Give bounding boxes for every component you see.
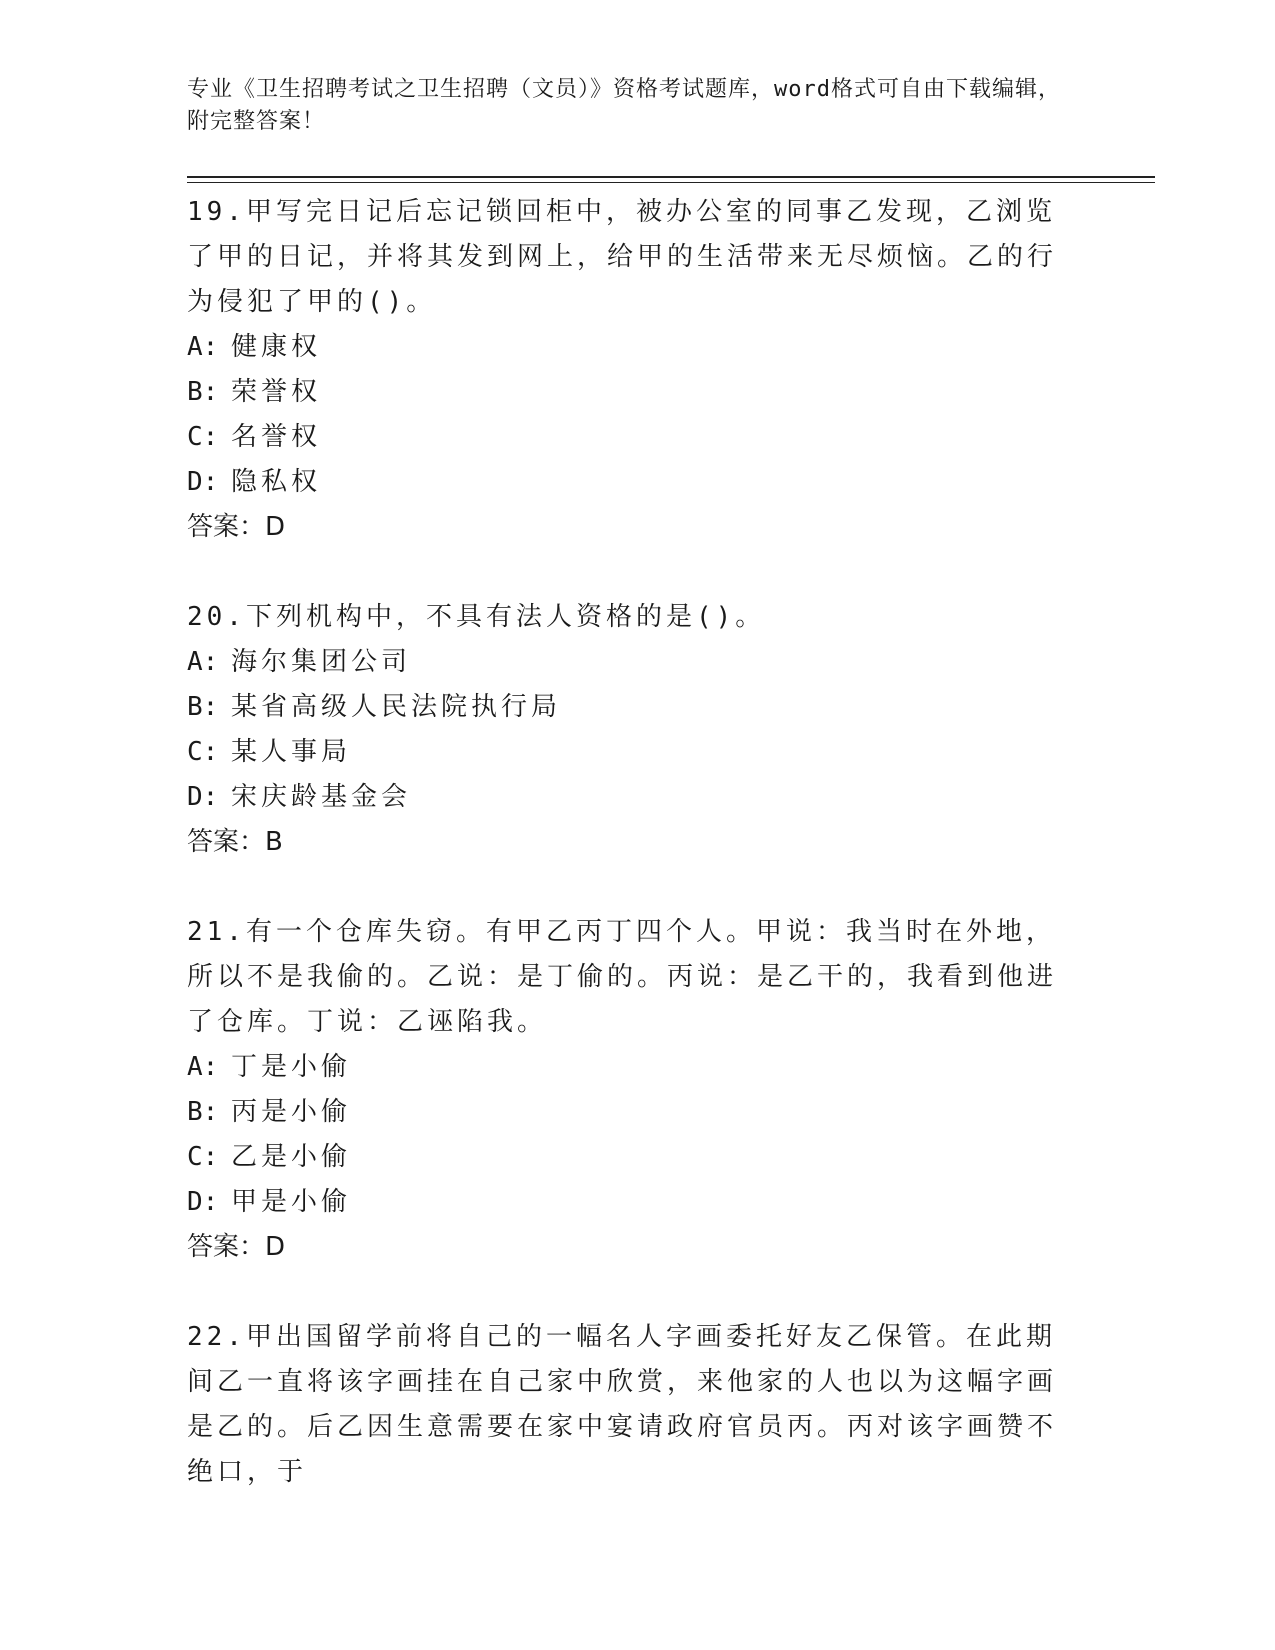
option-key: A: <box>187 1052 219 1082</box>
option-text: 荣誉权 <box>231 377 322 407</box>
header-rule-thick <box>187 176 1155 178</box>
question-text: 20.下列机构中，不具有法人资格的是()。 <box>187 602 766 632</box>
option-key: B: <box>187 1097 219 1127</box>
option-c <box>187 1135 1077 1180</box>
option-text: 名誉权 <box>231 422 322 452</box>
question-text: 22.甲出国留学前将自己的一幅名人字画委托好友乙保管。在此期间乙一直将该字画挂在自己家中欣赏，来他家的人也以为这幅字画是乙的。后乙因生意需要在家中宴请政府官员丙。丙对该字画赞不绝口，于 <box>187 1322 1058 1487</box>
header-rule-thin <box>187 182 1155 183</box>
question-20 <box>187 595 1077 865</box>
option-key: B: <box>187 377 219 407</box>
option-text: 丙是小偷 <box>231 1097 352 1127</box>
option-text: 乙是小偷 <box>231 1142 352 1172</box>
document-header: 专业《卫生招聘考试之卫生招聘（文员）》资格考试题库，word格式可自由下载编辑，附完整答案！ <box>187 77 1061 134</box>
option-text: 宋庆龄基金会 <box>231 782 412 812</box>
spacer <box>187 1270 1077 1315</box>
option-text: 丁是小偷 <box>231 1052 352 1082</box>
question-text: 21.有一个仓库失窃。有甲乙丙丁四个人。甲说：我当时在外地，所以不是我偷的。乙说：是丁偷的。丙说：是乙干的，我看到他进了仓库。丁说：乙诬陷我。 <box>187 917 1058 1037</box>
answer-line: 答案：B <box>187 827 283 857</box>
option-c <box>187 730 1077 775</box>
option-d <box>187 775 1077 820</box>
option-key: D: <box>187 467 219 497</box>
question-19 <box>187 190 1077 550</box>
option-d <box>187 460 1077 505</box>
spacer <box>187 550 1077 595</box>
option-a <box>187 1045 1077 1090</box>
spacer <box>187 865 1077 910</box>
question-list <box>187 190 1077 1495</box>
option-a <box>187 325 1077 370</box>
option-text: 甲是小偷 <box>231 1187 352 1217</box>
option-key: D: <box>187 782 219 812</box>
question-21 <box>187 910 1077 1270</box>
answer-line: 答案：D <box>187 1232 286 1262</box>
option-key: D: <box>187 1187 219 1217</box>
option-b <box>187 685 1077 730</box>
answer-line: 答案：D <box>187 512 286 542</box>
option-b <box>187 370 1077 415</box>
option-c <box>187 415 1077 460</box>
option-text: 某人事局 <box>231 737 352 767</box>
option-key: B: <box>187 692 219 722</box>
option-key: C: <box>187 422 219 452</box>
option-key: A: <box>187 647 219 677</box>
option-text: 隐私权 <box>231 467 322 497</box>
question-22 <box>187 1315 1077 1495</box>
option-key: C: <box>187 737 219 767</box>
option-text: 健康权 <box>231 332 322 362</box>
option-d <box>187 1180 1077 1225</box>
option-key: A: <box>187 332 219 362</box>
option-text: 某省高级人民法院执行局 <box>231 692 562 722</box>
option-b <box>187 1090 1077 1135</box>
question-text: 19.甲写完日记后忘记锁回柜中，被办公室的同事乙发现，乙浏览了甲的日记，并将其发到网上，给甲的生活带来无尽烦恼。乙的行为侵犯了甲的()。 <box>187 197 1058 317</box>
option-key: C: <box>187 1142 219 1172</box>
option-a <box>187 640 1077 685</box>
option-text: 海尔集团公司 <box>231 647 412 677</box>
